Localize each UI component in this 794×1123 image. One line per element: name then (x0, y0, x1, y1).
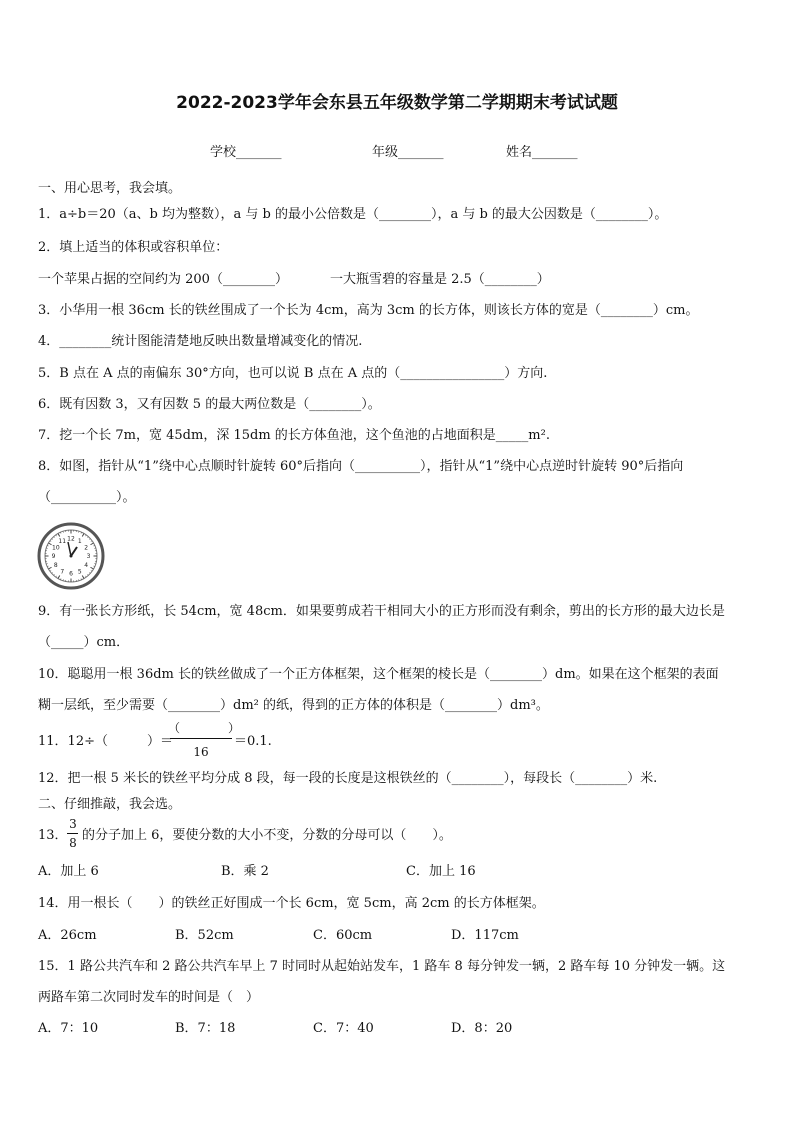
question-15-option-b: B．7：18 (175, 1021, 236, 1036)
question-14-option-b: B．52cm (175, 928, 234, 943)
question-12: 12．把一根 5 米长的铁丝平均分成 8 段，每一段的长度是这根铁丝的（________），每段长（________）米. (38, 771, 658, 786)
question-13-numerator: 3 (69, 817, 77, 831)
question-8: 8．如图，指针从“1”绕中心点顺时针旋转 60°后指向（__________），指针从“1”绕中心点逆时针旋转 90°后指向 (38, 459, 684, 474)
question-13-text: 的分子加上 6，要使分数的大小不变，分数的分母可以（ ）。 (82, 828, 452, 843)
question-10-continued: 糊一层纸，至少需要（________）dm² 的纸，得到的正方体的体积是（________）dm³。 (38, 698, 549, 713)
clock-numeral: 1 (77, 538, 82, 546)
clock-numeral: 7 (60, 568, 65, 576)
question-13-option-a: A．加上 6 (38, 864, 99, 879)
question-14: 14．用一根长（ ）的铁丝正好围成一个长 6cm，宽 5cm，高 2cm 的长方体框架。 (38, 896, 545, 911)
exam-title: 2022-2023学年会东县五年级数学第二学期期末考试试题 (176, 93, 618, 113)
question-15: 15．1 路公共汽车和 2 路公共汽车早上 7 时同时从起始站发车，1 路车 8 每分钟发一辆，2 路车每 10 分钟发一辆。这 (38, 959, 726, 974)
clock-numeral: 9 (51, 553, 56, 561)
school-field: 学校_______ (210, 145, 282, 160)
clock-numeral: 4 (84, 561, 89, 569)
question-6: 6．既有因数 3，又有因数 5 的最大两位数是（________）。 (38, 397, 381, 412)
question-10: 10．聪聪用一根 36dm 长的铁丝做成了一个正方体框架，这个框架的棱长是（________）dm。如果在这个框架的表面 (38, 667, 719, 682)
question-3: 3．小华用一根 36cm 长的铁丝围成了一个长为 4cm，高为 3cm 的长方体，则该长方体的宽是（________）cm。 (38, 303, 699, 318)
question-15-option-a: A．7：10 (38, 1021, 99, 1036)
question-13-option-b: B．乘 2 (221, 864, 269, 879)
question-13-denominator: 8 (69, 836, 77, 850)
clock-numeral: 11 (58, 538, 67, 546)
section-1-heading: 一、用心思考，我会填。 (38, 181, 182, 196)
clock-numeral: 6 (69, 570, 73, 578)
question-11-lead: 11．12÷（ ）＝ (38, 734, 173, 749)
clock-center (70, 555, 73, 558)
question-15-option-d: D．8：20 (451, 1021, 513, 1036)
question-5: 5．B 点在 A 点的南偏东 30°方向，也可以说 B 点在 A 点的（________________）方向. (38, 366, 548, 381)
question-4: 4．________统计图能清楚地反映出数量增减变化的情况. (38, 334, 363, 349)
question-2: 2．填上适当的体积或容积单位： (38, 240, 229, 255)
question-11-denominator: 16 (193, 745, 209, 759)
clock-numeral: 5 (77, 568, 82, 576)
question-14-option-c: C．60cm (313, 928, 373, 943)
clock-numeral: 12 (67, 535, 75, 543)
question-15-option-c: C．7：40 (313, 1021, 374, 1036)
question-9-continued: （_____）cm． (38, 635, 130, 650)
clock-numeral: 3 (86, 553, 91, 561)
question-7: 7．挖一个长 7m，宽 45dm，深 15dm 的长方体鱼池，这个鱼池的占地面积是_____m². (38, 428, 550, 443)
question-13-fraction-bar (67, 833, 78, 834)
clock-figure (37, 522, 105, 590)
question-13-option-c: C．加上 16 (406, 864, 476, 879)
clock-numeral: 2 (84, 544, 89, 552)
question-11-fraction-bar (170, 738, 232, 739)
question-11-numerator: （ ） (168, 721, 241, 735)
clock-numeral: 10 (52, 544, 60, 552)
question-8-continued: （__________）。 (38, 490, 136, 505)
question-13-number: 13． (38, 828, 68, 843)
question-9: 9．有一张长方形纸，长 54cm，宽 48cm．如果要剪成若干相同大小的正方形而没有剩余，剪出的长方形的最大边长是 (38, 604, 725, 619)
question-14-option-d: D．117cm (451, 928, 519, 943)
section-2-heading: 二、仔细推敲，我会选。 (38, 797, 182, 812)
question-2-part-a: 一个苹果占据的空间约为 200（________） (38, 272, 288, 287)
grade-field: 年级_______ (372, 145, 444, 160)
question-1: 1．a÷b＝20（a、b 均为整数），a 与 b 的最小公倍数是（________），a 与 b 的最大公因数是（________）。 (38, 207, 668, 222)
question-11-tail: ＝0.1. (234, 734, 272, 749)
question-15-continued: 两路车第二次同时发车的时间是（ ） (38, 990, 260, 1005)
question-14-option-a: A．26cm (38, 928, 97, 943)
name-field: 姓名_______ (506, 145, 578, 160)
question-2-part-b: 一大瓶雪碧的容量是 2.5（________） (330, 272, 550, 287)
clock-numeral: 8 (53, 561, 58, 569)
